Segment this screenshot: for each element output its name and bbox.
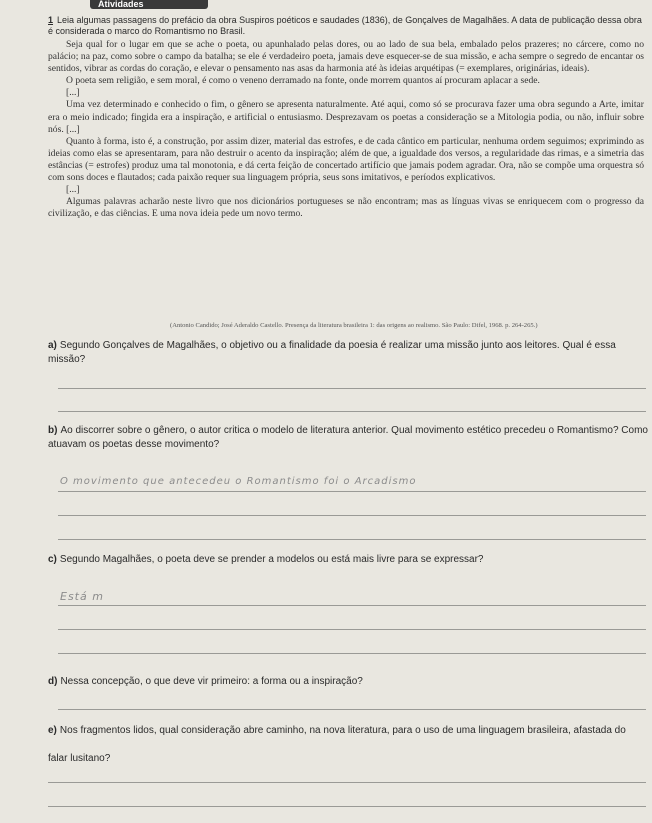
- question-b: [48, 424, 648, 452]
- answer-line[interactable]: [58, 539, 646, 540]
- passage-paragraph: O poeta sem religião, e sem moral, é como o veneno derramado na fonte, onde morrem quantos aí procuram aplacar a sede.: [66, 75, 540, 87]
- passage-paragraph: Algumas palavras acharão neste livro que nos dicionários portugueses se não encontram; mas as línguas vivas se enriquecem com o progresso da civilização, e das ciências. E uma nova ideia pede um novo termo.: [48, 196, 644, 220]
- answer-line[interactable]: [58, 515, 646, 516]
- question-1-statement: [48, 15, 648, 37]
- passage-ellipsis: [...]: [66, 87, 80, 99]
- answer-line[interactable]: [58, 388, 646, 389]
- question-label: b): [48, 425, 58, 436]
- question-e: [48, 717, 646, 773]
- question-b-text: Ao discorrer sobre o gênero, o autor critica o modelo de literatura anterior. Qual movimento estético precedeu o Romantismo? Como atuavam os poetas desse movimento?: [48, 425, 648, 450]
- question-c: [48, 553, 648, 567]
- question-d: [48, 675, 648, 689]
- question-a: [48, 339, 648, 367]
- question-label: e): [48, 725, 57, 736]
- answer-line[interactable]: [58, 629, 646, 630]
- question-a-text: Segundo Gonçalves de Magalhães, o objetivo ou a finalidade da poesia é realizar uma missão junto aos leitores. Qual é essa missão?: [48, 340, 616, 365]
- question-e-text: Nos fragmentos lidos, qual consideração abre caminho, na nova literatura, para o uso de uma linguagem brasileira, afastada do falar lusitano?: [48, 725, 626, 764]
- question-d-text: Nessa concepção, o que deve vir primeiro: a forma ou a inspiração?: [60, 676, 363, 687]
- question-number: 1: [48, 15, 54, 25]
- section-title: Atividades: [90, 0, 208, 9]
- answer-line[interactable]: [58, 411, 646, 412]
- question-1-text: Leia algumas passagens do prefácio da obra Suspiros poéticos e saudades (1836), de Gonçalves de Magalhães. A data de publicação dessa obra é considerada o marco do Romantismo no Brasil.: [48, 15, 642, 36]
- passage-paragraph: Quanto à forma, isto é, a construção, por assim dizer, material das estrofes, e de cada cântico em particular, nenhuma ordem seguimos; exprimindo as ideias como elas se apresentaram, para não destruir o acento da inspiração; além de que, a igualdade dos versos, a regularidade das rimas, e a simetria das estâncias (= estrofes) produz uma tal monotonia, e dá certa feição de concertado artifício que jamais podem agradar. Ora, não se compõe uma orquestra só com sons doces e flautados; cada paixão requer sua linguagem própria, seus sons imitativos, e períodos explicativos.: [48, 135, 644, 184]
- handwritten-answer-b: O movimento que antecedeu o Romantismo foi o Arcadismo: [60, 476, 417, 487]
- question-label: a): [48, 340, 57, 351]
- answer-line[interactable]: [58, 605, 646, 606]
- answer-line[interactable]: [58, 653, 646, 654]
- answer-line[interactable]: [58, 709, 646, 710]
- question-c-text: Segundo Magalhães, o poeta deve se prender a modelos ou está mais livre para se expressar?: [59, 554, 484, 565]
- answer-line[interactable]: [48, 806, 646, 807]
- question-label: d): [48, 676, 58, 687]
- answer-line[interactable]: [58, 491, 646, 492]
- passage-ellipsis: [...]: [66, 184, 80, 196]
- question-label: c): [48, 554, 57, 565]
- citation: (Antonio Candido; José Aderaldo Castello. Presença da literatura brasileira 1: das origens ao realismo. São Paulo: Difel, 1968. p. 264-265.): [170, 322, 538, 329]
- answer-line[interactable]: [48, 782, 646, 783]
- preface-excerpt: [48, 39, 644, 220]
- passage-paragraph: Uma vez determinado e conhecido o fim, o gênero se apresenta naturalmente. Até aqui, como só se procurava fazer uma obra segundo a Arte, imitar era o meio indicado; fingida era a inspiração, e artificial o entusiasmo. Desprezavam os poetas a consideração se a Mitologia podia, ou não, influir sobre nós. [...]: [48, 99, 644, 135]
- handwritten-answer-c: Está m: [60, 590, 104, 603]
- passage-paragraph: Seja qual for o lugar em que se ache o poeta, ou apunhalado pelas dores, ou ao lado de sua bela, embalado pelos prazeres; no cárcere, como no palácio; na paz, como sobre o campo da batalha; se ele é verdadeiro poeta, jamais deve esquecer-se de sua missão, e acha sempre o segredo de encantar os sentidos, vibrar as cordas do coração, e elevar o pensamento nas asas da harmonia até às ideias arquétipas (= exemplares, originárias, ideais).: [48, 39, 644, 75]
